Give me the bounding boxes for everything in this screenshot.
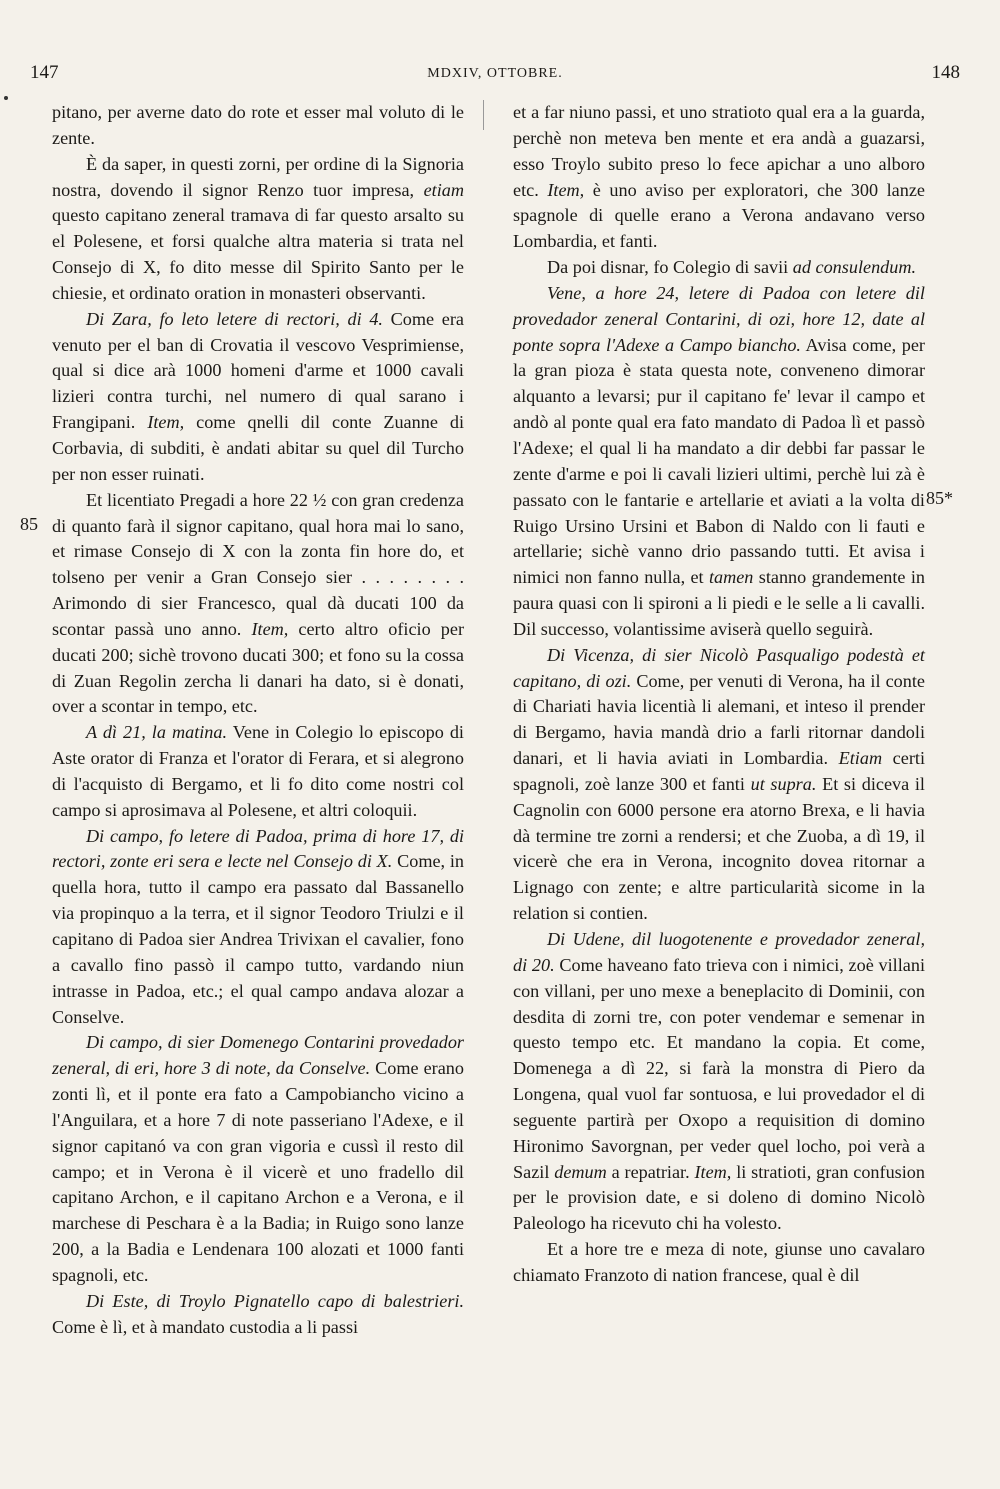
text: Come erano zonti lì, et il ponte era fato a Campobiancho vicino a l'Anguilara, et a hore 7 di note passeriano l'Adexe, e il signor capitanó va con gran vigoria e cussì il resto dil campo; et in Verona è il vicerè et uno fradello dil capitano Archon, e il capitano Archon e a Verona, e il marchese di Peschara è a la Badia; in Ruigo sono lanze 200, a la Badia e Lendenara 100 alozati et 1000 fanti spagnoli, etc. [52, 1058, 464, 1285]
margin-number-right: 85* [926, 488, 953, 508]
page-number-right: 148 [931, 62, 960, 83]
text: Et licentiato Pregadi a hore 22 ½ con gran credenza di quanto farà il signor capitano, qual hora mai lo sano, et rimase Consejo di X con la zonta fin hore do, et tolseno per venir a Gran Consejo sier . . . . . . . . Arimondo di sier Francesco, qual dà ducati 100 da scontar passà uno anno. [52, 489, 464, 639]
text: come qnelli dil conte Zuanne di Corbavia, di subditi, è andati abitar su quel dil Turcho per non esser ruinati. [52, 412, 464, 484]
italic-text: Etiam [838, 748, 883, 769]
text: questo capitano zeneral tramava di far questo arsalto su el Polesene, et forsi qualche altra materia si trata nel Consejo di X, fo dito messe dil Spirito Santo per le chiesie, et ordinato oration in monasteri observanti. [52, 205, 464, 303]
text: a repatriar. [606, 1161, 695, 1182]
text: stanno grandemente in paura quasi con li spironi a li piedi e le selle a li cavalli. Dil successo, volantissime aviserà quello seguirà. [513, 567, 926, 639]
text: certo altro oficio per ducati 200; sichè trovono ducati 300; et fono su la cossa di Zuan Regolin zercha li danari ha dato, si è donati, over a scontar in tempo, etc. [52, 618, 464, 717]
paragraph [52, 307, 464, 488]
text: Come era venuto per el ban di Crovatia il vescovo Vesprimiense, qual si dice arà 1000 homeni d'arme et 1000 cavali lizieri contra turchi, nel numero di qual sarano i Frangipani. [52, 308, 464, 433]
paragraph [513, 643, 925, 927]
right-column [513, 100, 925, 1289]
paragraph [513, 281, 925, 643]
text: Et a hore tre e meza di note, giunse uno cavalaro chiamato Franzoto di nation francese, qual è dil [513, 1239, 925, 1285]
paragraph [513, 255, 925, 281]
italic-text: ad consulendum. [792, 257, 917, 278]
italic-heading: Di Vicenza, di sier Nicolò Pasqualigo podestà et capitano, di ozi. [513, 644, 925, 691]
italic-text: etiam [423, 179, 464, 200]
text: et a far niuno passi, et uno stratioto qual era a la guarda, perchè non meteva ben mente et era andà a guazarsi, esso Troylo subito preso lo fece apichar a uno alboro etc. [513, 102, 925, 200]
paragraph [52, 488, 464, 721]
italic-heading: Di campo, di sier Domenego Contarini provedador zeneral, di eri, hore 3 di note, da Conselve. [52, 1032, 464, 1079]
italic-heading: Di Zara, fo leto letere di rectori, di 4. [86, 308, 383, 329]
paragraph [52, 100, 464, 152]
italic-text: Item, [251, 618, 289, 639]
text: li stratioti, gran confusion per le provision date, e si doleno di domino Nicolò Paleologo ha ricevuto chi ha volesto. [513, 1161, 925, 1234]
italic-text: demum [554, 1161, 607, 1182]
text: Come haveano fato trieva con i nimici, zoè villani con villani, per uno mexe a beneplacito di Dominii, con desdita di zorni tre, con poter vendemar e semenar in questo tempo etc. Et mandano la copia. Et come, Domenega a dì 22, si farà la monstra di Piero da Longena, qual vuol far sontuosa, e lui provedador el di seguente partirà per Oxopo a requisition di domino Hironimo Savorgnan, per veder quel locho, poi verà a Sazil [513, 954, 925, 1182]
text: Come, in quella hora, tutto il campo era passato dal Bassanello via propinquo a la terra, et il signor Teodoro Triulzi e il capitano di Padoa sier Andrea Trivixan el cavalier, fono a cavallo fino passò il campo tutto, vardando niun intrasse in Padoa, etc.; el qual campo andava alozar a Conselve. [52, 851, 465, 1027]
text: Da poi disnar, fo Colegio di savii [547, 257, 793, 278]
italic-text: tamen [708, 567, 754, 588]
italic-text: ut supra. [750, 773, 817, 794]
italic-heading: Di campo, fo letere di Padoa, prima di hore 17, di rectori, zonte eri sera e lecte nel Consejo di X. [52, 825, 464, 872]
italic-text: Item, [547, 179, 585, 200]
text: Come è lì, et à mandato custodia a li passi [52, 1316, 359, 1337]
page-header [30, 62, 960, 88]
text: è uno aviso per exploratori, che 300 lanze spagnole di quelle erano a Verona andavano verso Lombardia, et fanti. [513, 179, 925, 252]
text: Vene in Colegio lo episcopo di Aste orator di Franza et l'orator di Ferara, et si alegrono di l'acquisto di Bergamo, et li fo dito come nostri col campo si aprosimava al Polesene, et altri coloquii. [52, 722, 464, 820]
paragraph [513, 1237, 925, 1289]
paragraph [52, 824, 464, 1031]
paragraph [513, 927, 925, 1237]
margin-number-left: 85 [20, 514, 38, 534]
page-number-left: 147 [30, 62, 59, 83]
left-column [52, 100, 464, 1341]
paragraph [513, 100, 925, 255]
italic-heading: Di Udene, dil luogotenente e provedador zeneral, di 20. [513, 929, 925, 975]
column-divider [483, 100, 484, 130]
ink-speck [4, 96, 8, 100]
paragraph [52, 1030, 464, 1288]
italic-text: Item, [147, 412, 185, 433]
italic-heading: A dì 21, la matina. [86, 722, 228, 743]
italic-heading: Di Este, di Troylo Pignatello capo di balestrieri. [86, 1290, 464, 1311]
text: pitano, per averne dato do rote et esser mal voluto di le zente. [52, 102, 464, 148]
text: Avisa come, per la gran pioza è stata questa note, conveneno dimorar alquanto a levarsi; pur il capitano fe' levar il campo et andò al ponte qual era fato mandato di Padoa lì et passò l'Adexe; el qual li ha mandato a dir debbi far passar le zente d'arme e poi li cavali lizieri ultimi, perchè lui zà è passato con le fantarie e artellarie et aviati a la volta di Ruigo Ursino Ursini et Babon di Naldo con li fauti e artellarie; sichè vanno drio passando tutti. Et avisa i nimici non fanno nulla, et [513, 334, 925, 588]
italic-text: Item, [694, 1161, 732, 1182]
text: Come, per venuti di Verona, ha il conte di Chariati havia licentià li alemani, et inteso il prender di Bergamo, havia mandà drio a farli ritornar dandoli danari, et li havia aviati in Lombardia. [513, 670, 925, 769]
italic-heading: Vene, a hore 24, letere di Padoa con letere dil provedador zeneral Contarini, di ozi, hore 12, date al ponte sopra l'Adexe a Campo biancho. [513, 282, 925, 355]
text: certi spagnoli, zoè lanze 300 et fanti [513, 748, 925, 794]
paragraph [52, 1289, 464, 1341]
text: Et si diceva il Cagnolin con 6000 persone era atorno Brexa, e li havia dà termine tre zorni a rendersi; et che Zuoba, a dì 19, il vicerè che era in Verona, incognito dovea ritornar a Lignago con zente; e altre particularità sicome in la relation si contien. [513, 773, 925, 924]
paragraph [52, 152, 464, 307]
paragraph [52, 720, 464, 823]
text: È da saper, in questi zorni, per ordine di la Signoria nostra, dovendo il signor Renzo tuor impresa, [52, 153, 464, 200]
running-title: MDXIV, OTTOBRE. [427, 66, 563, 81]
